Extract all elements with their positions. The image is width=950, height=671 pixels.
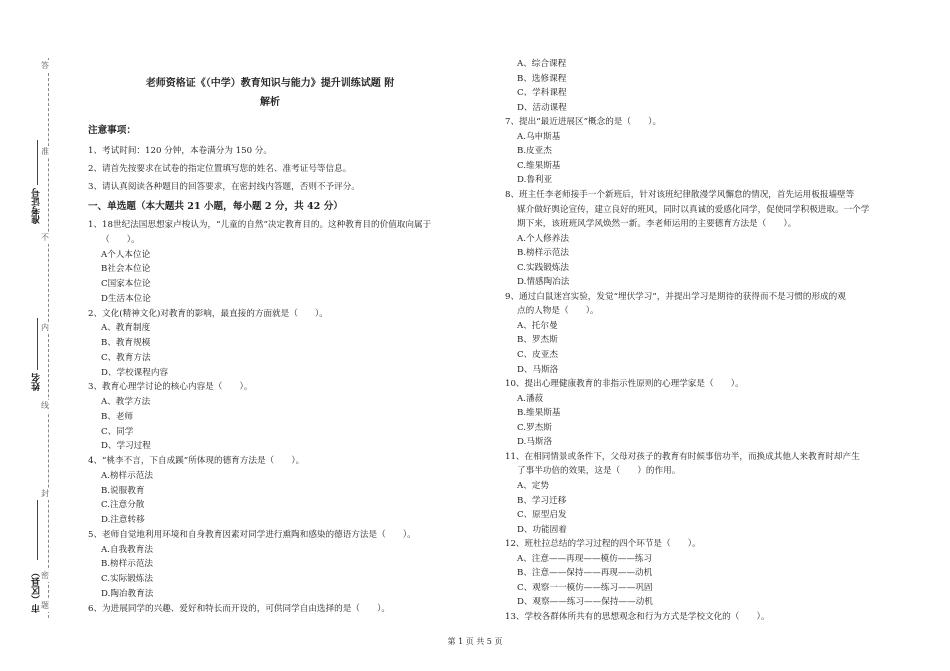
- question-line: D.注意转移: [101, 515, 145, 525]
- question-line: 7、提出“最近进展区”概念的是（ ）。: [505, 117, 662, 128]
- question-line: 媒介做好舆论宣传，建立良好的班风，同时以真诚的爱感化同学，促使同学积极进取。一个学: [517, 204, 870, 215]
- question-line: C、教育方法: [101, 352, 151, 363]
- question-line: B、注意——保持——再现——动机: [517, 568, 653, 579]
- field-underline: [37, 318, 38, 370]
- question-line: C.维果斯基: [517, 160, 561, 171]
- question-line: 8、班主任李老师接手一个新班后，针对该班纪律散漫学风懈怠的情况，首先运用板报墙壁等: [505, 189, 855, 200]
- page-title: 老师资格证《（中学）教育知识与能力》提升训练试题 附: [145, 78, 395, 89]
- question-line: A、定势: [517, 480, 549, 491]
- question-line: A、教学方法: [101, 397, 151, 407]
- question-line: A、综合课程: [517, 59, 567, 69]
- question-line: B、教育规模: [101, 338, 151, 348]
- note-item: 1、考试时间：120 分钟，本卷满分为 150 分。: [88, 146, 272, 156]
- seal-dashed-line: [48, 58, 49, 618]
- question-line: 10、提出心理健康教育的非指示性原则的心理学家是（ ）。: [505, 379, 744, 390]
- seal-char: 封: [41, 489, 49, 498]
- question-line: D、功能固着: [517, 524, 567, 535]
- question-line: 6、为进展同学的兴趣、爱好和特长而开设的，可供同学自由选择的是（ ）。: [88, 603, 390, 614]
- seal-char: 内: [41, 323, 49, 332]
- question-line: B.皮亚杰: [517, 146, 552, 157]
- notes-heading: 注意事项：: [88, 125, 136, 136]
- question-line: C.实际锻炼法: [101, 574, 153, 584]
- question-line: D.情感陶冶法: [517, 277, 570, 288]
- question-line: C.罗杰斯: [517, 422, 552, 433]
- page-footer: 第 1 页 共 5 页: [447, 637, 503, 646]
- question-line: B社会本位论: [101, 264, 151, 275]
- question-line: A、教育制度: [101, 323, 151, 334]
- question-line: C、原型启发: [517, 510, 567, 521]
- question-line: 13、学校各群体所共有的思想观念和行为方式是学校文化的（ ）。: [505, 611, 770, 622]
- question-line: B.榜样示范法: [517, 248, 570, 259]
- question-line: D生活本位论: [101, 293, 151, 304]
- question-line: C国家本位论: [101, 279, 151, 289]
- question-line: B.榜样示范法: [101, 559, 154, 570]
- field-district: 市（区县）: [32, 568, 42, 613]
- note-item: 2、请首先按要求在试卷的指定位置填写您的姓名、准考证号等信息。: [88, 164, 352, 174]
- question-line: A、托尔曼: [517, 320, 558, 331]
- question-line: A.榜样示范法: [101, 470, 153, 481]
- question-line: 点的人物是（ ）。: [517, 306, 599, 317]
- question-line: A.潘菽: [517, 393, 544, 404]
- question-line: C、观察一一模仿——练习——巩固: [517, 582, 653, 593]
- field-name: 姓名: [32, 373, 42, 391]
- question-line: C.实践锻炼法: [517, 262, 569, 273]
- question-line: 9、通过白鼠迷宫实验，发觉“埋伏学习”，并提出学习是期待的获得而不是习惯的形成的观: [505, 291, 846, 302]
- question-line: D、活动课程: [517, 102, 567, 113]
- seal-char: 准: [41, 147, 49, 156]
- question-line: 期下来，该班班风学风焕然一新。李老师运用的主要德育方法是（ ）。: [517, 219, 797, 230]
- question-line: 2、文化(精神文化)对教育的影响，最直接的方面就是（ ）。: [88, 308, 328, 319]
- question-line: A个人本位论: [101, 249, 151, 260]
- question-line: B、学习迁移: [517, 495, 567, 506]
- binding-margin: [0, 0, 80, 671]
- question-line: C、同学: [101, 426, 134, 437]
- question-line: 12、班杜拉总结的学习过程的四个环节是（ ）。: [505, 539, 701, 550]
- question-line: A.自我教育法: [101, 544, 153, 555]
- field-exam-number: 准考证号: [32, 188, 42, 224]
- question-line: B、罗杰斯: [517, 335, 558, 346]
- question-line: 11、在相同情景或条件下，父母对孩子的教育有时候事倍功半，而换成其他人来教育时却产生: [505, 451, 860, 462]
- question-line: 5、老师自觉地利用环境和自身教育因素对同学进行熏陶和感染的德语方法是（ ）。: [88, 529, 416, 540]
- seal-char: 密: [41, 571, 49, 580]
- section-heading: 一、单选题（本大题共 21 小题，每小题 2 分，共 42 分）: [88, 201, 343, 212]
- seal-char: 答: [41, 61, 49, 70]
- question-line: B.说服教育: [101, 485, 145, 496]
- question-line: C、皮亚杰: [517, 350, 558, 360]
- question-line: D.鲁利亚: [517, 175, 553, 186]
- seal-char: 题: [41, 601, 49, 610]
- question-line: C、学科课程: [517, 88, 567, 99]
- question-line: A.个人修养法: [517, 233, 569, 244]
- question-line: D、学习过程: [101, 441, 151, 452]
- seal-char: 不: [41, 233, 49, 242]
- field-underline: [37, 500, 38, 560]
- question-line: 3、教育心理学讨论的核心内容是（ ）。: [88, 382, 253, 393]
- question-line: 4、“桃李不言，下自成蹊”所体现的德育方法是（ ）。: [88, 456, 305, 466]
- question-line: D.陶冶教育法: [101, 588, 154, 599]
- question-line: 了事半功倍的效果，这是（ ）的作用。: [517, 466, 681, 477]
- question-line: 1、18世纪法国思想家卢梭认为，“儿童的自然”决定教育目的。这种教育目的价值取向属于: [88, 220, 432, 230]
- question-line: B.维果斯基: [517, 408, 561, 419]
- question-line: D、学校课程内容: [101, 367, 169, 378]
- seal-char: 线: [41, 401, 49, 410]
- question-line: D、观察——练习——保持——动机: [517, 597, 653, 608]
- field-underline: [37, 140, 38, 185]
- question-line: D.马斯洛: [517, 437, 553, 448]
- question-line: D、马斯洛: [517, 364, 559, 375]
- page-title-line2: 解析: [260, 97, 280, 108]
- question-line: A、注意——再现——模仿——练习: [517, 553, 653, 564]
- question-line: B、选修课程: [517, 73, 567, 84]
- question-line: （ ）。: [101, 234, 140, 245]
- question-line: C.注意分散: [101, 500, 145, 511]
- question-line: A.乌申斯基: [517, 131, 561, 142]
- note-item: 3、请认真阅读各种题目的回答要求，在密封线内答题，否则不予评分。: [88, 182, 360, 192]
- question-line: B、老师: [101, 411, 134, 422]
